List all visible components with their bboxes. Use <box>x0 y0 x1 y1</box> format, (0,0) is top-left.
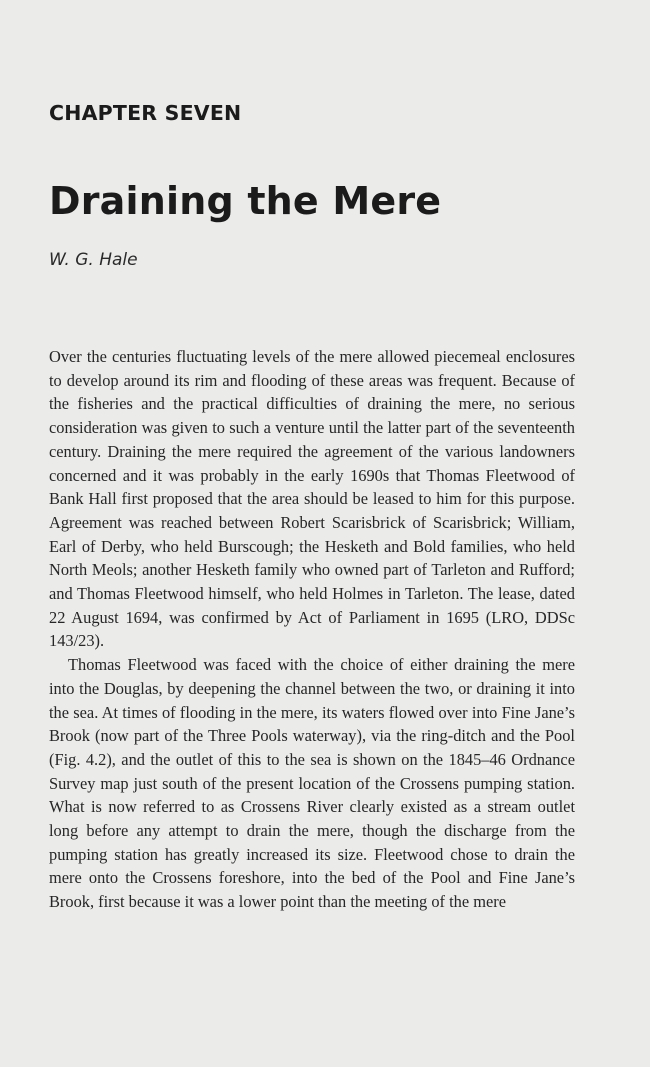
chapter-label: CHAPTER SEVEN <box>49 101 242 125</box>
chapter-title: Draining the Mere <box>49 179 442 223</box>
body-text <box>49 345 575 914</box>
author-name: W. G. Hale <box>49 250 138 270</box>
paragraph: Over the centuries fluctuating levels of the mere allowed piecemeal enclosures to develop around its rim and flooding of these areas was frequent. Because of the fisheries and the practical difficulties of draining the mere, no serious consideration was given to such a venture until the latter part of the seventeenth century. Draining the mere required the agreement of the various landowners concerned and it was probably in the early 1690s that Thomas Fleetwood of Bank Hall first proposed that the area should be leased to him for this purpose. Agreement was reached between Robert Scarisbrick of Scarisbrick; William, Earl of Derby, who held Burscough; the Hesketh and Bold families, who held North Meols; another Hesketh family who owned part of Tarleton and Rufford; and Thomas Fleetwood himself, who held Holmes in Tarleton. The lease, dated 22 August 1694, was confirmed by Act of Parliament in 1695 (LRO, DDSc 143/23). <box>49 347 575 651</box>
paragraph: Thomas Fleetwood was faced with the choice of either draining the mere into the Douglas, by deepening the channel between the two, or draining it into the sea. At times of flooding in the mere, its waters flowed over into Fine Jane’s Brook (now part of the Three Pools waterway), via the ring-ditch and the Pool (Fig. 4.2), and the outlet of this to the sea is shown on the 1845–46 Ordnance Survey map just south of the present location of the Crossens pumping station. What is now referred to as Crossens River clearly existed as a stream outlet long before any attempt to drain the mere, though the discharge from the pumping station has greatly increased its size. Fleetwood chose to drain the mere onto the Crossens foreshore, into the bed of the Pool and Fine Jane’s Brook, first because it was a lower point than the meeting of the mere <box>49 655 575 912</box>
